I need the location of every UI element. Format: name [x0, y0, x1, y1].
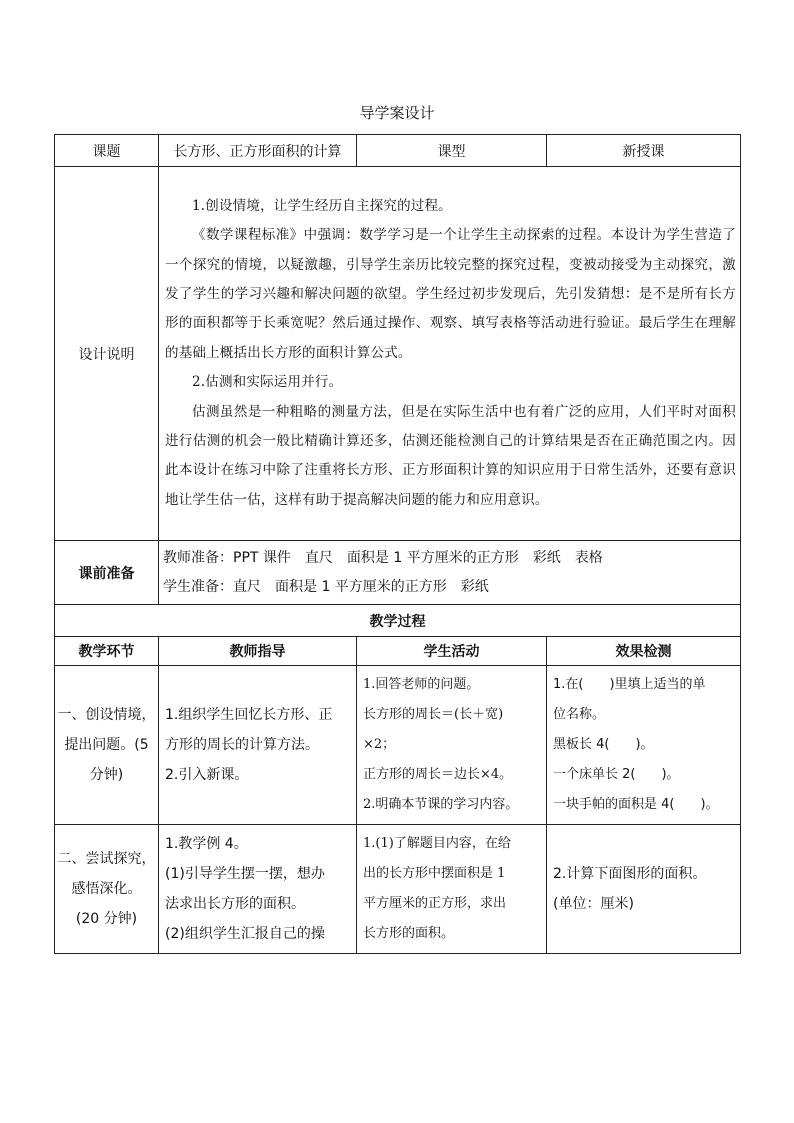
- col-header-student: 学生活动: [357, 637, 547, 666]
- process-header-row: [55, 637, 741, 666]
- design-paragraph: 1.创设情境，让学生经历自主探究的过程。: [192, 197, 452, 214]
- teacher-line: 法求出长方形的面积。: [165, 896, 305, 912]
- type-label: 课型: [357, 135, 547, 167]
- prep-teacher: 教师准备：PPT 课件 直尺 面积是 1 平方厘米的正方形 彩纸 表格: [163, 549, 603, 566]
- student-line: 长方形的面积。: [363, 926, 455, 941]
- process-title-row: [55, 605, 741, 637]
- teacher-line: 2.引入新课。: [165, 767, 249, 783]
- check-line: 一个床单长 2( )。: [553, 767, 680, 782]
- design-paragraph: 《数学课程标准》中强调：数学学习是一个让学生主动探索的过程。本设计为学生营造了一个探究的情境，以疑激趣，引导学生亲历比较完整的探究过程，变被动接受为主动探究，激发了学生的学习兴趣和解决问题的欲望。学生经过初步发现后，先引发猜想：是不是所有长方形的面积都等于长乘宽呢？然后通过操作、观察、填写表格等活动进行验证。最后学生在理解的基础上概括出长方形的面积计算公式。: [165, 227, 736, 361]
- process-title: 教学过程: [55, 605, 741, 637]
- student-line: 1.回答老师的问题。: [363, 677, 480, 692]
- check-line: (单位：厘米): [553, 896, 634, 912]
- student-line: 长方形的周长＝(长＋宽): [363, 707, 504, 722]
- prep-content: [159, 541, 741, 605]
- stage-line: 提出问题。(5: [64, 737, 149, 753]
- design-row: [55, 167, 741, 541]
- lesson-plan-table: [54, 134, 741, 954]
- student-line: 1.(1)了解题目内容，在给: [363, 836, 511, 851]
- teacher-line: 方形的周长的计算方法。: [165, 737, 319, 753]
- design-text: [159, 167, 741, 541]
- header-row: [55, 135, 741, 167]
- teacher-line: 1.教学例 4。: [165, 836, 248, 852]
- prep-student: 学生准备：直尺 面积是 1 平方厘米的正方形 彩纸: [163, 578, 489, 595]
- check-line: 2.计算下面图形的面积。: [553, 866, 707, 882]
- check-line: 黑板长 4( )。: [553, 737, 654, 752]
- stage-cell: [55, 666, 159, 825]
- check-cell: [547, 666, 741, 825]
- col-header-stage: 教学环节: [55, 637, 159, 666]
- stage-line: 感悟深化。: [71, 881, 142, 897]
- student-line: 平方厘米的正方形，求出: [363, 896, 507, 911]
- prep-label: 课前准备: [55, 541, 159, 605]
- stage-line: 二、尝试探究，: [57, 851, 156, 867]
- student-cell: [357, 666, 547, 825]
- type-value: 新授课: [547, 135, 741, 167]
- student-line: ×2；: [363, 737, 396, 752]
- process-row: [55, 825, 741, 954]
- topic-value: 长方形、正方形面积的计算: [159, 135, 357, 167]
- check-line: 1.在( )里填上适当的单: [553, 677, 706, 692]
- design-paragraph: 2.估测和实际运用并行。: [192, 374, 343, 391]
- teacher-line: (2)组织学生汇报自己的操: [165, 926, 325, 942]
- check-cell: [547, 825, 741, 954]
- page-title: 导学案设计: [359, 104, 435, 122]
- student-cell: [357, 825, 547, 954]
- teacher-line: 1.组织学生回忆长方形、正: [165, 707, 333, 723]
- stage-line: (20 分钟): [75, 911, 138, 927]
- design-paragraph: 估测虽然是一种粗略的测量方法，但是在实际生活中也有着广泛的应用，人们平时对面积进行估测的机会一般比精确计算还多，估测还能检测自己的计算结果是否在正确范围之内。因此本设计在练习中除了注重将长方形、正方形面积计算的知识应用于日常生活外，还要有意识地让学生估一估，这样有助于提高解决问题的能力和应用意识。: [165, 403, 736, 508]
- design-label: 设计说明: [55, 167, 159, 541]
- teacher-cell: [159, 666, 357, 825]
- student-line: 2.明确本节课的学习内容。: [363, 797, 519, 812]
- stage-line: 分钟): [89, 767, 124, 783]
- check-line: 一块手帕的面积是 4( )。: [553, 797, 719, 812]
- topic-label: 课题: [55, 135, 159, 167]
- stage-line: 一、创设情境，: [57, 707, 156, 723]
- col-header-teacher: 教师指导: [159, 637, 357, 666]
- col-header-check: 效果检测: [547, 637, 741, 666]
- student-line: 正方形的周长＝边长×4。: [363, 767, 513, 782]
- stage-cell: [55, 825, 159, 954]
- prep-row: [55, 541, 741, 605]
- teacher-line: (1)引导学生摆一摆，想办: [165, 866, 325, 882]
- student-line: 出的长方形中摆面积是 1: [363, 866, 506, 881]
- process-row: [55, 666, 741, 825]
- check-line: 位名称。: [553, 707, 606, 722]
- teacher-cell: [159, 825, 357, 954]
